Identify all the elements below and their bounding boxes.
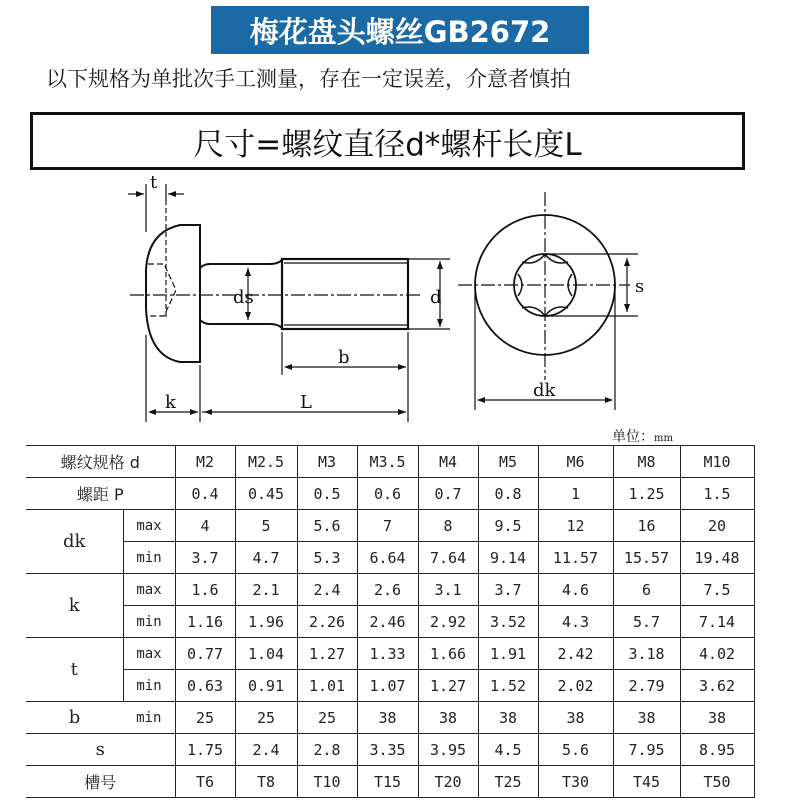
dk-min-cell: 19.48	[680, 542, 754, 574]
b-cell: 25	[235, 702, 297, 734]
unit-note	[612, 426, 673, 446]
s-cell: 1.75	[175, 734, 235, 766]
label-b: b	[338, 347, 350, 368]
s-cell: 4.5	[478, 734, 538, 766]
pitch-cell: 1.25	[613, 478, 680, 510]
k-min-cell: 7.14	[680, 606, 754, 638]
s-cell: 3.95	[418, 734, 478, 766]
label-t: t	[150, 172, 158, 193]
t-min-cell: 1.52	[478, 670, 538, 702]
k-max-cell: 6	[613, 574, 680, 606]
b-cell: 38	[680, 702, 754, 734]
dk-max-cell: 5	[235, 510, 297, 542]
size-cell: M3.5	[357, 446, 418, 478]
header-thread-size: 螺纹规格 d	[26, 446, 175, 478]
t-min-cell: 3.62	[680, 670, 754, 702]
b-cell: 25	[175, 702, 235, 734]
dk-max-cell: 5.6	[297, 510, 357, 542]
t-min-cell: 1.07	[357, 670, 418, 702]
t-label: t	[26, 638, 123, 702]
k-min-cell: 2.46	[357, 606, 418, 638]
dk-max-cell: 9.5	[478, 510, 538, 542]
k-max-cell: 1.6	[175, 574, 235, 606]
t-max-cell: 2.42	[538, 638, 613, 670]
label-dk: dk	[533, 380, 556, 401]
table-row-b	[26, 702, 754, 734]
s-cell: 8.95	[680, 734, 754, 766]
k-max-cell: 2.4	[297, 574, 357, 606]
drive-cell: T15	[357, 766, 418, 798]
t-min-cell: 0.91	[235, 670, 297, 702]
s-cell: 7.95	[613, 734, 680, 766]
t-max-cell: 3.18	[613, 638, 680, 670]
drive-cell: T8	[235, 766, 297, 798]
technical-drawing	[120, 170, 680, 430]
table-row-t-max	[26, 638, 754, 670]
pitch-cell: 0.7	[418, 478, 478, 510]
pitch-cell: 0.6	[357, 478, 418, 510]
dk-min-cell: 3.7	[175, 542, 235, 574]
dk-max-cell: 4	[175, 510, 235, 542]
t-min-cell: 2.79	[613, 670, 680, 702]
pitch-cell: 1.5	[680, 478, 754, 510]
k-min-cell: 2.92	[418, 606, 478, 638]
dk-min-cell: 11.57	[538, 542, 613, 574]
t-min-cell: 1.27	[418, 670, 478, 702]
drive-cell: T10	[297, 766, 357, 798]
pitch-cell: 0.45	[235, 478, 297, 510]
dk-max-cell: 7	[357, 510, 418, 542]
s-cell: 2.4	[235, 734, 297, 766]
max-label: max	[123, 638, 175, 670]
drive-cell: T50	[680, 766, 754, 798]
b-cell: 38	[538, 702, 613, 734]
s-cell: 2.8	[297, 734, 357, 766]
label-L: L	[300, 392, 312, 413]
t-min-cell: 1.01	[297, 670, 357, 702]
b-cell: 25	[297, 702, 357, 734]
t-max-cell: 1.27	[297, 638, 357, 670]
dk-min-cell: 9.14	[478, 542, 538, 574]
s-label: s	[26, 734, 175, 766]
b-label: b	[26, 702, 123, 734]
measurement-notice: 以下规格为单批次手工测量，存在一定误差，介意者慎拍	[46, 67, 571, 91]
dk-min-cell: 7.64	[418, 542, 478, 574]
page-title: 梅花盘头螺丝GB2672	[211, 6, 589, 54]
max-label: max	[123, 574, 175, 606]
size-cell: M8	[613, 446, 680, 478]
dk-max-cell: 8	[418, 510, 478, 542]
k-min-cell: 4.3	[538, 606, 613, 638]
table-row-dk-min	[26, 542, 754, 574]
table-row-k-min	[26, 606, 754, 638]
min-label: min	[123, 606, 175, 638]
t-min-cell: 2.02	[538, 670, 613, 702]
min-label: min	[123, 670, 175, 702]
b-cell: 38	[357, 702, 418, 734]
size-formula-text: 尺寸=螺纹直径d*螺杆长度L	[193, 126, 582, 163]
s-cell: 5.6	[538, 734, 613, 766]
drive-label: 槽号	[26, 766, 175, 798]
t-max-cell: 1.91	[478, 638, 538, 670]
unit-value: mm	[654, 433, 673, 444]
size-cell: M2	[175, 446, 235, 478]
size-cell: M10	[680, 446, 754, 478]
dk-min-cell: 5.3	[297, 542, 357, 574]
pitch-label: 螺距 P	[26, 478, 175, 510]
dk-min-cell: 6.64	[357, 542, 418, 574]
drive-cell: T45	[613, 766, 680, 798]
spec-table	[26, 445, 755, 798]
size-cell: M4	[418, 446, 478, 478]
drive-cell: T25	[478, 766, 538, 798]
dk-min-cell: 4.7	[235, 542, 297, 574]
label-d: d	[430, 287, 442, 308]
size-formula	[30, 112, 745, 170]
unit-label: 单位：	[612, 429, 654, 445]
dk-min-cell: 15.57	[613, 542, 680, 574]
screw-drawing-icon	[120, 170, 680, 430]
table-row-drive	[26, 766, 754, 798]
min-label: min	[123, 702, 175, 734]
t-max-cell: 1.04	[235, 638, 297, 670]
label-k: k	[165, 392, 176, 413]
t-max-cell: 4.02	[680, 638, 754, 670]
k-max-cell: 4.6	[538, 574, 613, 606]
b-cell: 38	[418, 702, 478, 734]
k-min-cell: 3.52	[478, 606, 538, 638]
dk-max-cell: 16	[613, 510, 680, 542]
s-cell: 3.35	[357, 734, 418, 766]
drive-cell: T30	[538, 766, 613, 798]
size-cell: M2.5	[235, 446, 297, 478]
pitch-cell: 0.5	[297, 478, 357, 510]
k-min-cell: 2.26	[297, 606, 357, 638]
t-max-cell: 1.33	[357, 638, 418, 670]
k-max-cell: 3.7	[478, 574, 538, 606]
t-max-cell: 1.66	[418, 638, 478, 670]
pitch-cell: 1	[538, 478, 613, 510]
table-row-s	[26, 734, 754, 766]
t-min-cell: 0.63	[175, 670, 235, 702]
table-row-k-max	[26, 574, 754, 606]
table-row-size	[26, 446, 754, 478]
b-cell: 38	[613, 702, 680, 734]
dk-label: dk	[26, 510, 123, 574]
label-s: s	[635, 276, 645, 297]
dk-max-cell: 20	[680, 510, 754, 542]
k-min-cell: 5.7	[613, 606, 680, 638]
size-cell: M3	[297, 446, 357, 478]
pitch-cell: 0.8	[478, 478, 538, 510]
size-cell: M6	[538, 446, 613, 478]
k-max-cell: 3.1	[418, 574, 478, 606]
pitch-cell: 0.4	[175, 478, 235, 510]
t-max-cell: 0.77	[175, 638, 235, 670]
size-cell: M5	[478, 446, 538, 478]
drive-cell: T6	[175, 766, 235, 798]
label-ds: ds	[233, 287, 254, 308]
drive-cell: T20	[418, 766, 478, 798]
k-min-cell: 1.16	[175, 606, 235, 638]
k-max-cell: 2.6	[357, 574, 418, 606]
k-label: k	[26, 574, 123, 638]
min-label: min	[123, 542, 175, 574]
table-row-dk-max	[26, 510, 754, 542]
table-row-pitch	[26, 478, 754, 510]
k-max-cell: 7.5	[680, 574, 754, 606]
k-min-cell: 1.96	[235, 606, 297, 638]
max-label: max	[123, 510, 175, 542]
k-max-cell: 2.1	[235, 574, 297, 606]
table-row-t-min	[26, 670, 754, 702]
dk-max-cell: 12	[538, 510, 613, 542]
b-cell: 38	[478, 702, 538, 734]
